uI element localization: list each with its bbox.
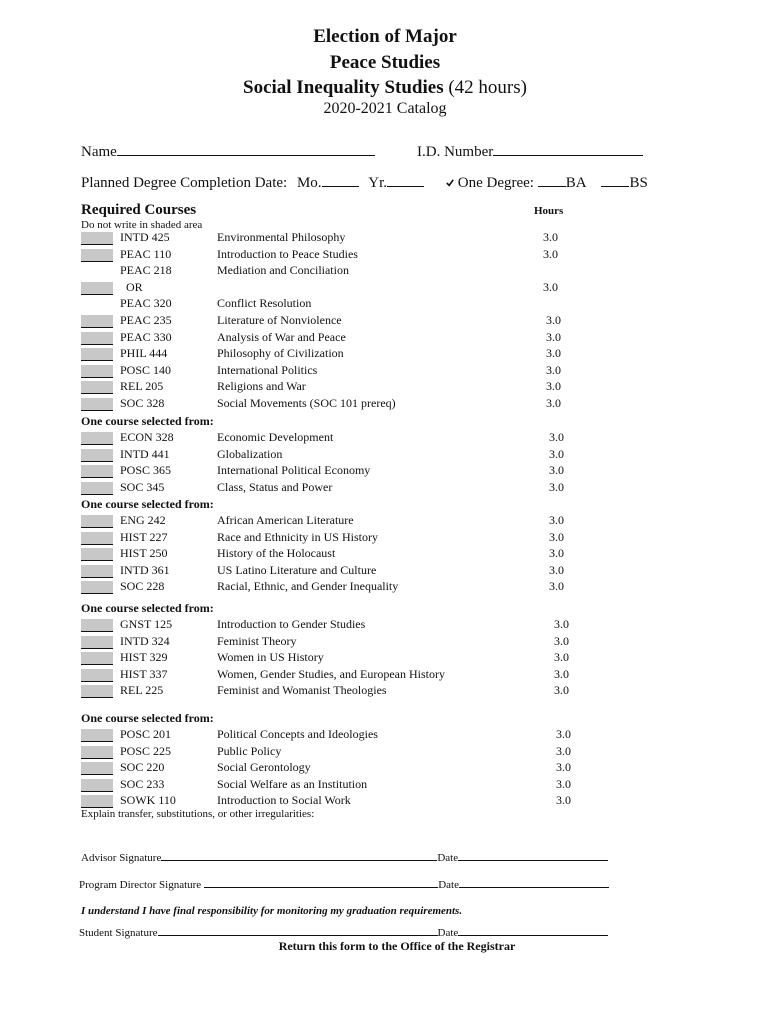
shaded-checkoff-field (81, 232, 113, 245)
advisor-date-field[interactable] (458, 850, 608, 861)
shaded-checkoff-field (81, 795, 113, 808)
course-code: HIST 227 (120, 530, 168, 544)
course-hours: 3.0 (549, 579, 564, 593)
one-degree-line (446, 173, 648, 192)
director-date-field[interactable] (459, 877, 609, 888)
course-row (81, 346, 681, 362)
course-hours: 3.0 (546, 313, 561, 327)
course-code: INTD 361 (120, 563, 170, 577)
course-code: SOC 228 (120, 579, 165, 593)
course-title: Philosophy of Civilization (217, 346, 344, 360)
course-title: Analysis of War and Peace (217, 330, 346, 344)
course-title: Globalization (217, 447, 283, 461)
course-hours: 3.0 (543, 280, 558, 294)
course-hours: 3.0 (543, 247, 558, 261)
course-row (81, 296, 681, 312)
student-date-label: Date (437, 927, 459, 939)
course-hours: 3.0 (554, 617, 569, 631)
name-line (81, 142, 375, 161)
program-title: Peace Studies (329, 52, 441, 73)
course-row (81, 530, 681, 546)
advisor-signature-label: Advisor Signature (81, 852, 162, 864)
course-code: POSC 365 (120, 463, 172, 477)
course-code: SOC 220 (120, 760, 165, 774)
course-row (81, 579, 681, 595)
course-row (81, 247, 681, 263)
course-hours: 3.0 (556, 727, 571, 741)
course-row (81, 396, 681, 412)
course-hours: 3.0 (556, 793, 571, 807)
course-code: REL 225 (120, 683, 164, 697)
course-title: African American Literature (217, 513, 354, 527)
shaded-checkoff-field (81, 565, 113, 578)
shaded-checkoff-field (81, 652, 113, 665)
course-row (81, 563, 681, 579)
course-row (81, 463, 681, 479)
course-hours: 3.0 (549, 480, 564, 494)
shaded-checkoff-field (81, 482, 113, 495)
student-signature-field[interactable] (158, 925, 438, 936)
shaded-checkoff-field (81, 332, 113, 345)
shaded-checkoff-field (81, 636, 113, 649)
course-title: Social Welfare as an Institution (217, 777, 368, 791)
advisor-signature-line (81, 850, 608, 864)
course-hours: 3.0 (549, 463, 564, 477)
year-label: Yr. (368, 175, 388, 191)
hours-column-header: Hours (534, 205, 564, 217)
shaded-checkoff-field (81, 398, 113, 411)
shaded-checkoff-field (81, 685, 113, 698)
bs-field[interactable] (601, 173, 629, 187)
course-row (81, 683, 681, 699)
course-title: Political Concepts and Ideologies (217, 727, 378, 741)
id-line (417, 142, 643, 161)
director-signature-field[interactable] (204, 877, 438, 888)
shaded-checkoff-field (81, 449, 113, 462)
shaded-checkoff-field (81, 548, 113, 561)
id-label: I.D. Number (417, 144, 494, 160)
return-instructions: Return this form to the Office of the Registrar (278, 939, 516, 953)
course-code: POSC 225 (120, 744, 172, 758)
course-code: SOC 233 (120, 777, 165, 791)
course-code: HIST 337 (120, 667, 168, 681)
one-degree-label: One Degree: (457, 175, 534, 191)
course-title: Women in US History (217, 650, 324, 664)
course-title: History of the Holocaust (217, 546, 336, 560)
course-code: PEAC 110 (120, 247, 172, 261)
course-code: HIST 329 (120, 650, 168, 664)
course-code: SOWK 110 (120, 793, 176, 807)
course-row (81, 667, 681, 683)
course-title: Mediation and Conciliation (217, 263, 349, 277)
id-number-field[interactable] (493, 142, 643, 156)
shaded-checkoff-field (81, 365, 113, 378)
advisor-date-label: Date (437, 852, 459, 864)
course-row (81, 513, 681, 529)
course-row (81, 727, 681, 743)
course-row (81, 793, 681, 809)
course-hours: 3.0 (554, 667, 569, 681)
course-row (81, 760, 681, 776)
form-title: Election of Major (313, 26, 457, 47)
course-title: Conflict Resolution (217, 296, 312, 310)
course-hours: 3.0 (549, 430, 564, 444)
course-code: GNST 125 (120, 617, 173, 631)
course-title: Public Policy (217, 744, 282, 758)
shaded-checkoff-field (81, 532, 113, 545)
month-field[interactable] (322, 173, 359, 187)
course-code: POSC 140 (120, 363, 172, 377)
course-row (81, 777, 681, 793)
shaded-checkoff-field (81, 729, 113, 742)
course-hours: 3.0 (546, 363, 561, 377)
course-row (81, 634, 681, 650)
course-code: ENG 242 (120, 513, 166, 527)
responsibility-statement: I understand I have final responsibility for monitoring my graduation requirements. (81, 905, 463, 917)
course-code: ECON 328 (120, 430, 174, 444)
shaded-checkoff-field (81, 348, 113, 361)
shaded-checkoff-field (81, 381, 113, 394)
course-hours: 3.0 (549, 546, 564, 560)
course-hours: 3.0 (546, 379, 561, 393)
course-hours: 3.0 (546, 346, 561, 360)
course-hours: 3.0 (554, 683, 569, 697)
director-date-label: Date (438, 879, 459, 891)
course-hours: 3.0 (554, 650, 569, 664)
course-title: US Latino Literature and Culture (217, 563, 377, 577)
course-title: Social Gerontology (217, 760, 311, 774)
shaded-checkoff-field (81, 619, 113, 632)
shaded-checkoff-field (81, 515, 113, 528)
shaded-checkoff-field (81, 249, 113, 262)
course-title: International Political Economy (217, 463, 371, 477)
name-field[interactable] (117, 142, 375, 156)
course-hours: 3.0 (556, 777, 571, 791)
course-title: Economic Development (217, 430, 334, 444)
catalog-year: 2020-2021 Catalog (323, 100, 447, 117)
course-code: INTD 425 (120, 230, 170, 244)
shaded-checkoff-field (81, 581, 113, 594)
course-row (81, 447, 681, 463)
required-courses-heading: Required Courses (81, 202, 197, 218)
planned-completion-line (81, 173, 424, 192)
course-row (81, 430, 681, 446)
program-subtitle-bold: Social Inequality Studies (243, 77, 444, 98)
course-code: SOC 328 (120, 396, 165, 410)
course-row (81, 617, 681, 633)
shaded-checkoff-field (81, 746, 113, 759)
course-hours: 3.0 (556, 744, 571, 758)
shaded-checkoff-field (81, 465, 113, 478)
course-title: Feminist and Womanist Theologies (217, 683, 387, 697)
course-row (81, 480, 681, 496)
course-hours: 3.0 (549, 563, 564, 577)
shaded-checkoff-field (81, 779, 113, 792)
bs-label: BS (629, 175, 648, 191)
course-hours: 3.0 (549, 530, 564, 544)
ba-field[interactable] (538, 173, 566, 187)
student-signature-line (79, 925, 608, 939)
course-hours: 3.0 (556, 760, 571, 774)
director-signature-line (79, 877, 609, 891)
planned-completion-label: Planned Degree Completion Date: (81, 175, 288, 191)
shaded-checkoff-field (81, 282, 113, 295)
course-title: Feminist Theory (217, 634, 297, 648)
name-label: Name (81, 144, 117, 160)
course-code: PEAC 320 (120, 296, 172, 310)
student-signature-label: Student Signature (79, 927, 158, 939)
year-field[interactable] (387, 173, 424, 187)
course-title: Introduction to Peace Studies (217, 247, 358, 261)
course-code: PEAC 330 (120, 330, 172, 344)
student-date-field[interactable] (458, 925, 608, 936)
month-label: Mo. (296, 175, 322, 191)
course-hours: 3.0 (549, 513, 564, 527)
course-hours: 3.0 (554, 634, 569, 648)
course-row (81, 280, 681, 296)
shaded-area-note: Do not write in shaded area (81, 219, 203, 231)
course-row (81, 744, 681, 760)
course-hours: 3.0 (546, 396, 561, 410)
shaded-checkoff-field (81, 432, 113, 445)
program-subtitle (0, 77, 770, 99)
shaded-checkoff-field (81, 315, 113, 328)
course-code: HIST 250 (120, 546, 168, 560)
course-code: PEAC 218 (120, 263, 172, 277)
course-code: OR (120, 280, 143, 294)
course-title: International Politics (217, 363, 318, 377)
elective-group-heading: One course selected from: (81, 414, 214, 428)
course-row (81, 379, 681, 395)
elective-group-heading: One course selected from: (81, 497, 214, 511)
course-row (81, 363, 681, 379)
advisor-signature-field[interactable] (161, 850, 437, 861)
course-code: SOC 345 (120, 480, 165, 494)
course-title: Race and Ethnicity in US History (217, 530, 378, 544)
course-title: Literature of Nonviolence (217, 313, 342, 327)
director-signature-label: Program Director Signature (79, 879, 202, 891)
shaded-checkoff-field (81, 669, 113, 682)
course-code: PHIL 444 (120, 346, 168, 360)
course-code: POSC 201 (120, 727, 172, 741)
course-hours: 3.0 (543, 230, 558, 244)
course-row (81, 546, 681, 562)
course-code: REL 205 (120, 379, 164, 393)
course-row (81, 330, 681, 346)
course-code: PEAC 235 (120, 313, 172, 327)
program-hours: (42 hours) (443, 77, 527, 98)
course-hours: 3.0 (546, 330, 561, 344)
course-title: Environmental Philosophy (217, 230, 346, 244)
course-code: INTD 324 (120, 634, 170, 648)
course-title: Religions and War (217, 379, 306, 393)
shaded-checkoff-field (81, 762, 113, 775)
course-row (81, 313, 681, 329)
course-row (81, 263, 681, 279)
ba-label: BA (565, 175, 586, 191)
elective-group-heading: One course selected from: (81, 711, 214, 725)
course-title: Introduction to Social Work (217, 793, 351, 807)
course-row (81, 230, 681, 246)
course-title: Social Movements (SOC 101 prereq) (217, 396, 396, 410)
course-title: Introduction to Gender Studies (217, 617, 366, 631)
checkmark-icon (446, 179, 454, 187)
course-row (81, 650, 681, 666)
course-title: Women, Gender Studies, and European History (217, 667, 445, 681)
course-code: INTD 441 (120, 447, 170, 461)
course-title: Racial, Ethnic, and Gender Inequality (217, 579, 399, 593)
course-hours: 3.0 (549, 447, 564, 461)
course-title: Class, Status and Power (217, 480, 333, 494)
explain-irregularities: Explain transfer, substitutions, or other irregularities: (81, 808, 315, 820)
elective-group-heading: One course selected from: (81, 601, 214, 615)
